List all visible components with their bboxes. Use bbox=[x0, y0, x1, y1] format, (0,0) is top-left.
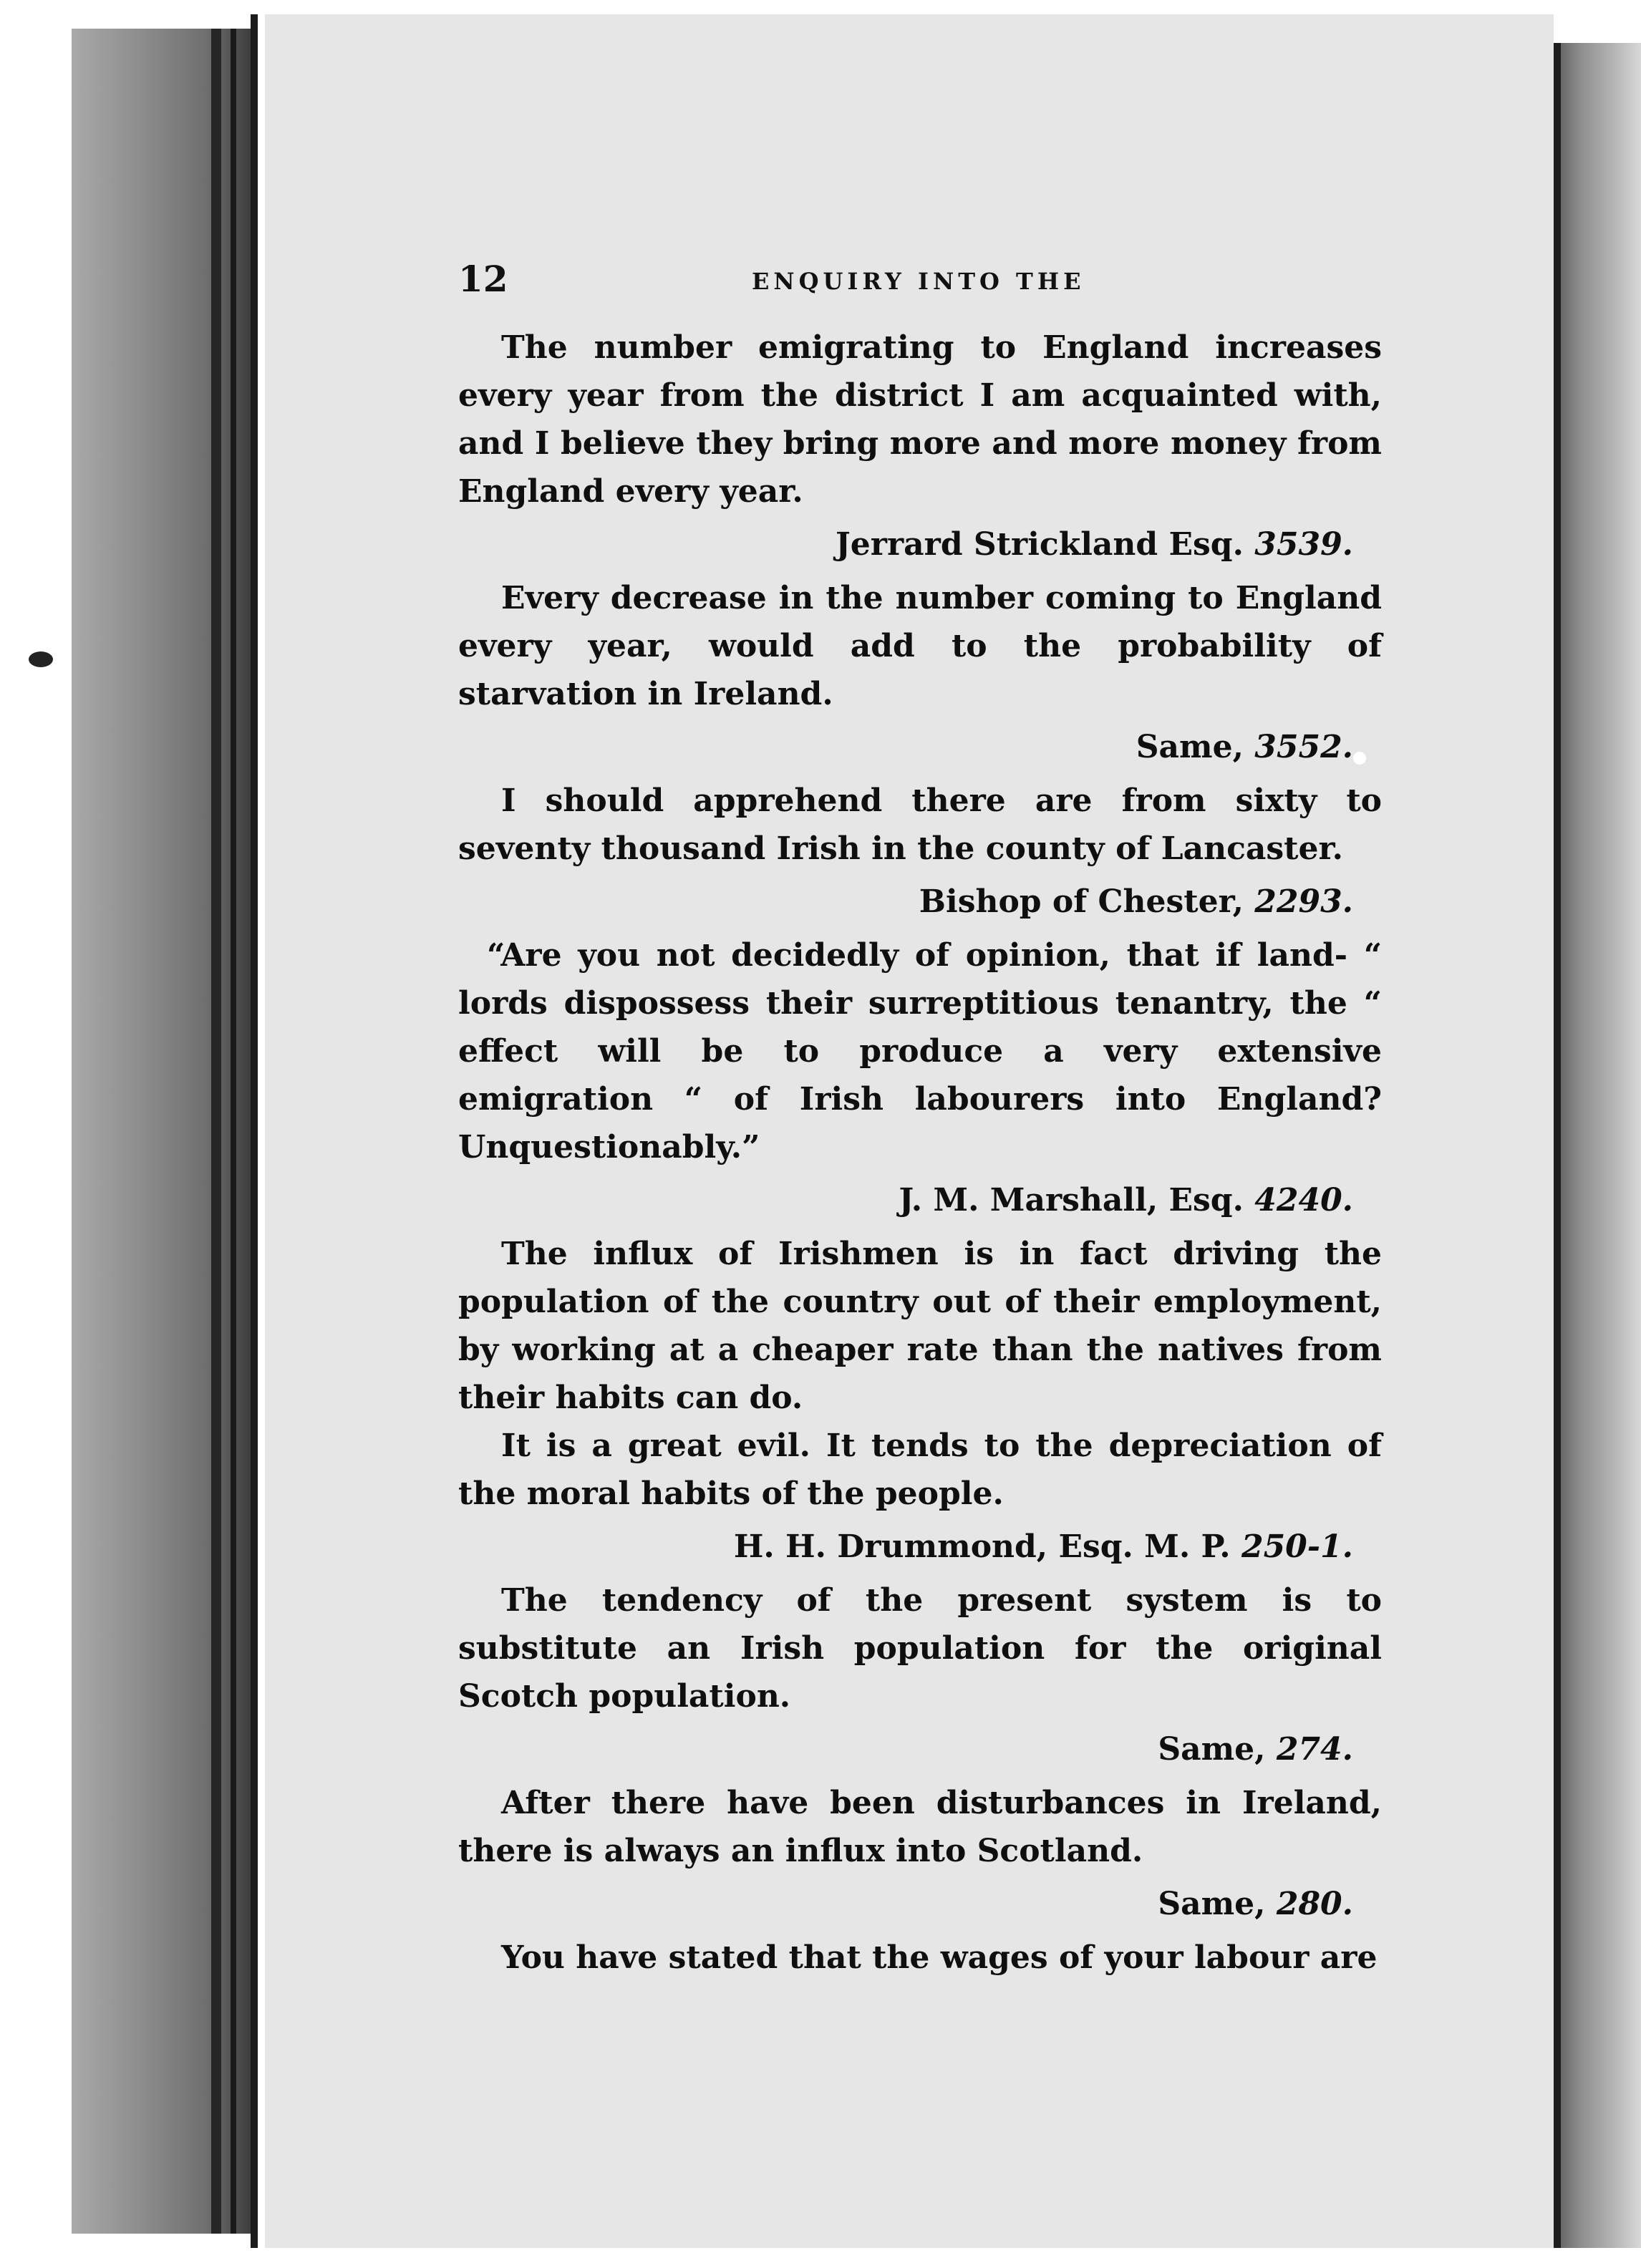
facing-page-edge bbox=[1554, 43, 1641, 2248]
running-title: ENQUIRY INTO THE bbox=[752, 268, 1085, 295]
citation-source: J. M. Marshall, Esq. bbox=[899, 1182, 1244, 1218]
citation-source: Jerrard Strickland Esq. bbox=[835, 526, 1244, 563]
citation-reference: 274. bbox=[1276, 1731, 1353, 1768]
citation-source: Bishop of Chester, bbox=[919, 883, 1244, 920]
citation-reference: 3539. bbox=[1254, 526, 1353, 563]
ink-speck bbox=[29, 651, 53, 667]
body-text bbox=[458, 324, 1382, 1982]
citation-source: Same, bbox=[1136, 729, 1244, 765]
paragraph: I should apprehend there are from sixty to seventy thousand Irish in the county of Lancaster. bbox=[458, 782, 1382, 867]
citation-reference: 250-1. bbox=[1241, 1528, 1353, 1565]
citation-reference: 2293. bbox=[1254, 883, 1353, 920]
citation bbox=[458, 718, 1382, 777]
paragraph: Every decrease in the number coming to England every year, would add to the probability of starvation in Ireland. bbox=[458, 580, 1382, 712]
citation-reference: 4240. bbox=[1254, 1182, 1353, 1218]
book-spine-edge bbox=[72, 29, 251, 2234]
citation bbox=[458, 873, 1382, 931]
citation-source: Same, bbox=[1158, 1731, 1266, 1768]
citation bbox=[458, 1518, 1382, 1576]
citation bbox=[458, 515, 1382, 574]
citation bbox=[458, 1720, 1382, 1779]
page-number: 12 bbox=[458, 258, 508, 300]
paragraph: The number emigrating to England increases every year from the district I am acquainted with, and I believe they bring more and more money from England every year. bbox=[458, 329, 1382, 510]
citation-reference: 280. bbox=[1276, 1886, 1353, 1922]
paragraph: The tendency of the present system is to substitute an Irish population for the original Scotch population. bbox=[458, 1582, 1382, 1715]
quoted-paragraph: “Are you not decidedly of opinion, that if land- “ lords dispossess their surreptitious tenantry, the “ effect will be to produce a very extensive emigration “ of Irish labourers into England? Unquestionably.” bbox=[458, 937, 1382, 1166]
paragraph: It is a great evil. It tends to the depreciation of the moral habits of the people. bbox=[458, 1428, 1382, 1512]
citation-reference: 3552. bbox=[1254, 729, 1353, 765]
paragraph: The influx of Irishmen is in fact driving the population of the country out of their employment, by working at a cheaper rate than the natives from their habits can do. bbox=[458, 1236, 1382, 1416]
citation-source: Same, bbox=[1158, 1886, 1266, 1922]
paragraph: After there have been disturbances in Ireland, there is always an influx into Scotland. bbox=[458, 1785, 1382, 1869]
citation-source: H. H. Drummond, Esq. M. P. bbox=[733, 1528, 1231, 1565]
page-border-line bbox=[251, 14, 258, 2248]
paragraph: You have stated that the wages of your labour are bbox=[501, 1939, 1378, 1976]
running-head bbox=[458, 258, 1389, 308]
citation bbox=[458, 1875, 1382, 1934]
citation bbox=[458, 1171, 1382, 1230]
